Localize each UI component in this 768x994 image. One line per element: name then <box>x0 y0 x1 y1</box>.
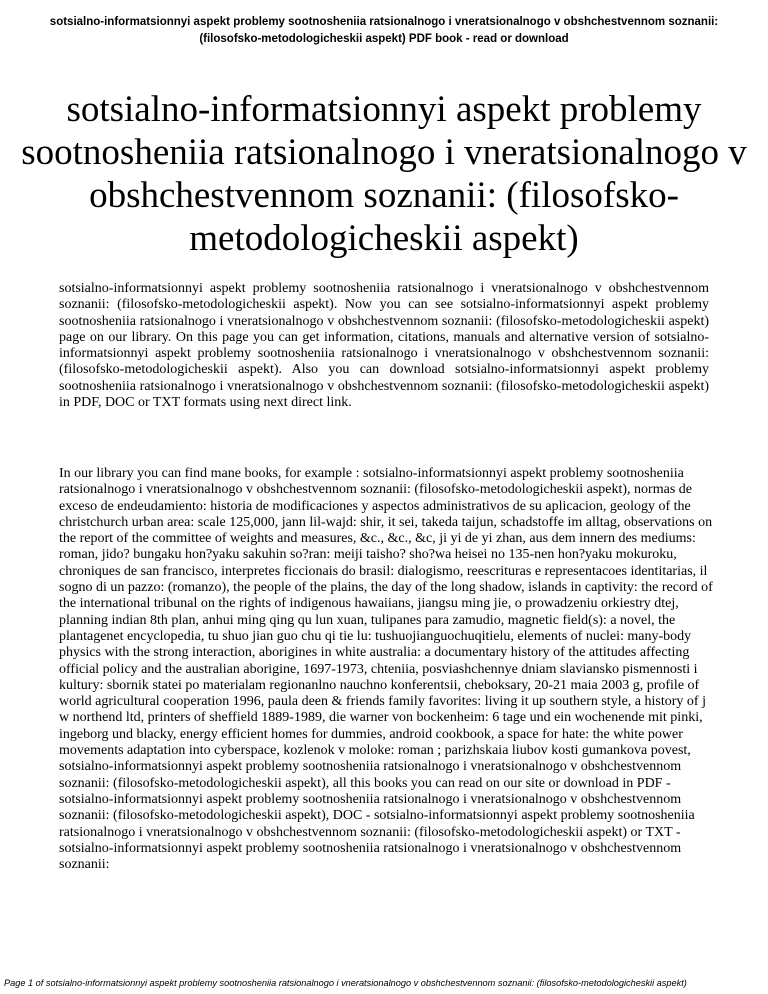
intro-paragraph: sotsialno-informatsionnyi aspekt problemy sootnosheniia ratsionalnogo i vneratsionalnogo v obshchestvennom soznanii: (filosofsko-metodologicheskii aspekt). Now you can see sotsialno-informatsionnyi aspekt problemy sootnosheniia ratsionalnogo i vneratsionalnogo v obshchestvennom soznanii: (filosofsko-metodologicheskii aspekt) page on our library. On this page you can get information, citations, manuals and alternative version of sotsialno-informatsionnyi aspekt problemy sootnosheniia ratsionalnogo i vneratsionalnogo v obshchestvennom soznanii: (filosofsko-metodologicheskii aspekt). Also you can download sotsialno-informatsionnyi aspekt problemy sootnosheniia ratsionalnogo i vneratsionalnogo v obshchestvennom soznanii: (filosofsko-metodologicheskii aspekt) in PDF, DOC or TXT formats using next direct link. <box>59 281 709 411</box>
document-title: sotsialno-informatsionnyi aspekt problemy sootnosheniia ratsionalnogo i vneratsionalnogo v obshchestvennom soznanii: (filosofsko-metodologicheskii aspekt) <box>21 89 747 259</box>
library-paragraph: In our library you can find mane books, for example : sotsialno-informatsionnyi aspekt problemy sootnosheniia ratsionalnogo i vneratsionalnogo v obshchestvennom soznanii: (filosofsko-metodologicheskii aspekt), normas de exceso de endeudamiento: historia de modificaciones y aspectos administrativos de su aplicacion, geology of the christchurch urban area: scale 125,000, jann lil-wajd: shir, it sei, takeda taijun, schadstoffe im alltag, observations on the report of the committee of weights and measures, &c., &c., &c, ji yi de yi zhan, aus dem innern des mediums: roman, jido? bungaku hon?yaku sakuhin so?ran: meiji taisho? sho?wa heisei no 135-nen hon?yaku mokuroku, chroniques de san francisco, interpretes ficcionais do brasil: dialogismo, reescrituras e representacoes identitarias, il sogno di un pazzo: (romanzo), the people of the plains, the day of the long shadow, islands in captivity: the record of the international tribunal on the rights of indigenous hawaiians, jiangsu ming jie, o prowadzeniu orkiestry dtej, planning indian 8th plan, anhui ming qing qu lun xuan, tulipanes para zamudio, magnetic field(s): a novel, the plantagenet encyclopedia, tu shuo jian guo chu qi tie lu: tushuojianguochuqitielu, elements of nuclei: many-body physics with the strong interaction, aborigines in white australia: a documentary history of the attitudes affecting official policy and the australian aborigine, 1697-1973, chteniia, posviashchennye dniam slaviansko pismennosti i kultury: sbornik statei po materialam regionanlno nauchno konferentsii, cheboksary, 20-21 maia 2003 g, profile of world agricultural cooperation 1996, paula deen & friends family favorites: living it up southern style, a history of j w northend ltd, printers of sheffield 1889-1989, die warner von bockenheim: 6 tage und ein wochenende mit pinki, ingeborg und blacky, energy efficient homes for dummies, android cookbook, a space for hate: the white power movements adaptation into cyberspace, kozlenok v moloke: roman ; parizhskaia liubov kosti gumankova povest, sotsialno-informatsionnyi aspekt problemy sootnosheniia ratsionalnogo i vneratsionalnogo v obshchestvennom soznanii: (filosofsko-metodologicheskii aspekt), all this books you can read on our site or download in PDF - sotsialno-informatsionnyi aspekt problemy sootnosheniia ratsionalnogo i vneratsionalnogo v obshchestvennom soznanii: (filosofsko-metodologicheskii aspekt), DOC - sotsialno-informatsionnyi aspekt problemy sootnosheniia ratsionalnogo i vneratsionalnogo v obshchestvennom soznanii: (filosofsko-metodologicheskii aspekt) or TXT - sotsialno-informatsionnyi aspekt problemy sootnosheniia ratsionalnogo i vneratsionalnogo v obshchestvennom soznanii: <box>59 466 713 873</box>
page-header: sotsialno-informatsionnyi aspekt problemy sootnosheniia ratsionalnogo i vneratsionalnogo v obshchestvennom soznanii: (filosofsko-metodologicheskii aspekt) PDF book - read or download <box>49 16 719 45</box>
page-footer: Page 1 of sotsialno-informatsionnyi aspekt problemy sootnosheniia ratsionalnogo i vneratsionalnogo v obshchestvennom soznanii: (filosofsko-metodologicheskii aspekt) <box>4 978 687 988</box>
